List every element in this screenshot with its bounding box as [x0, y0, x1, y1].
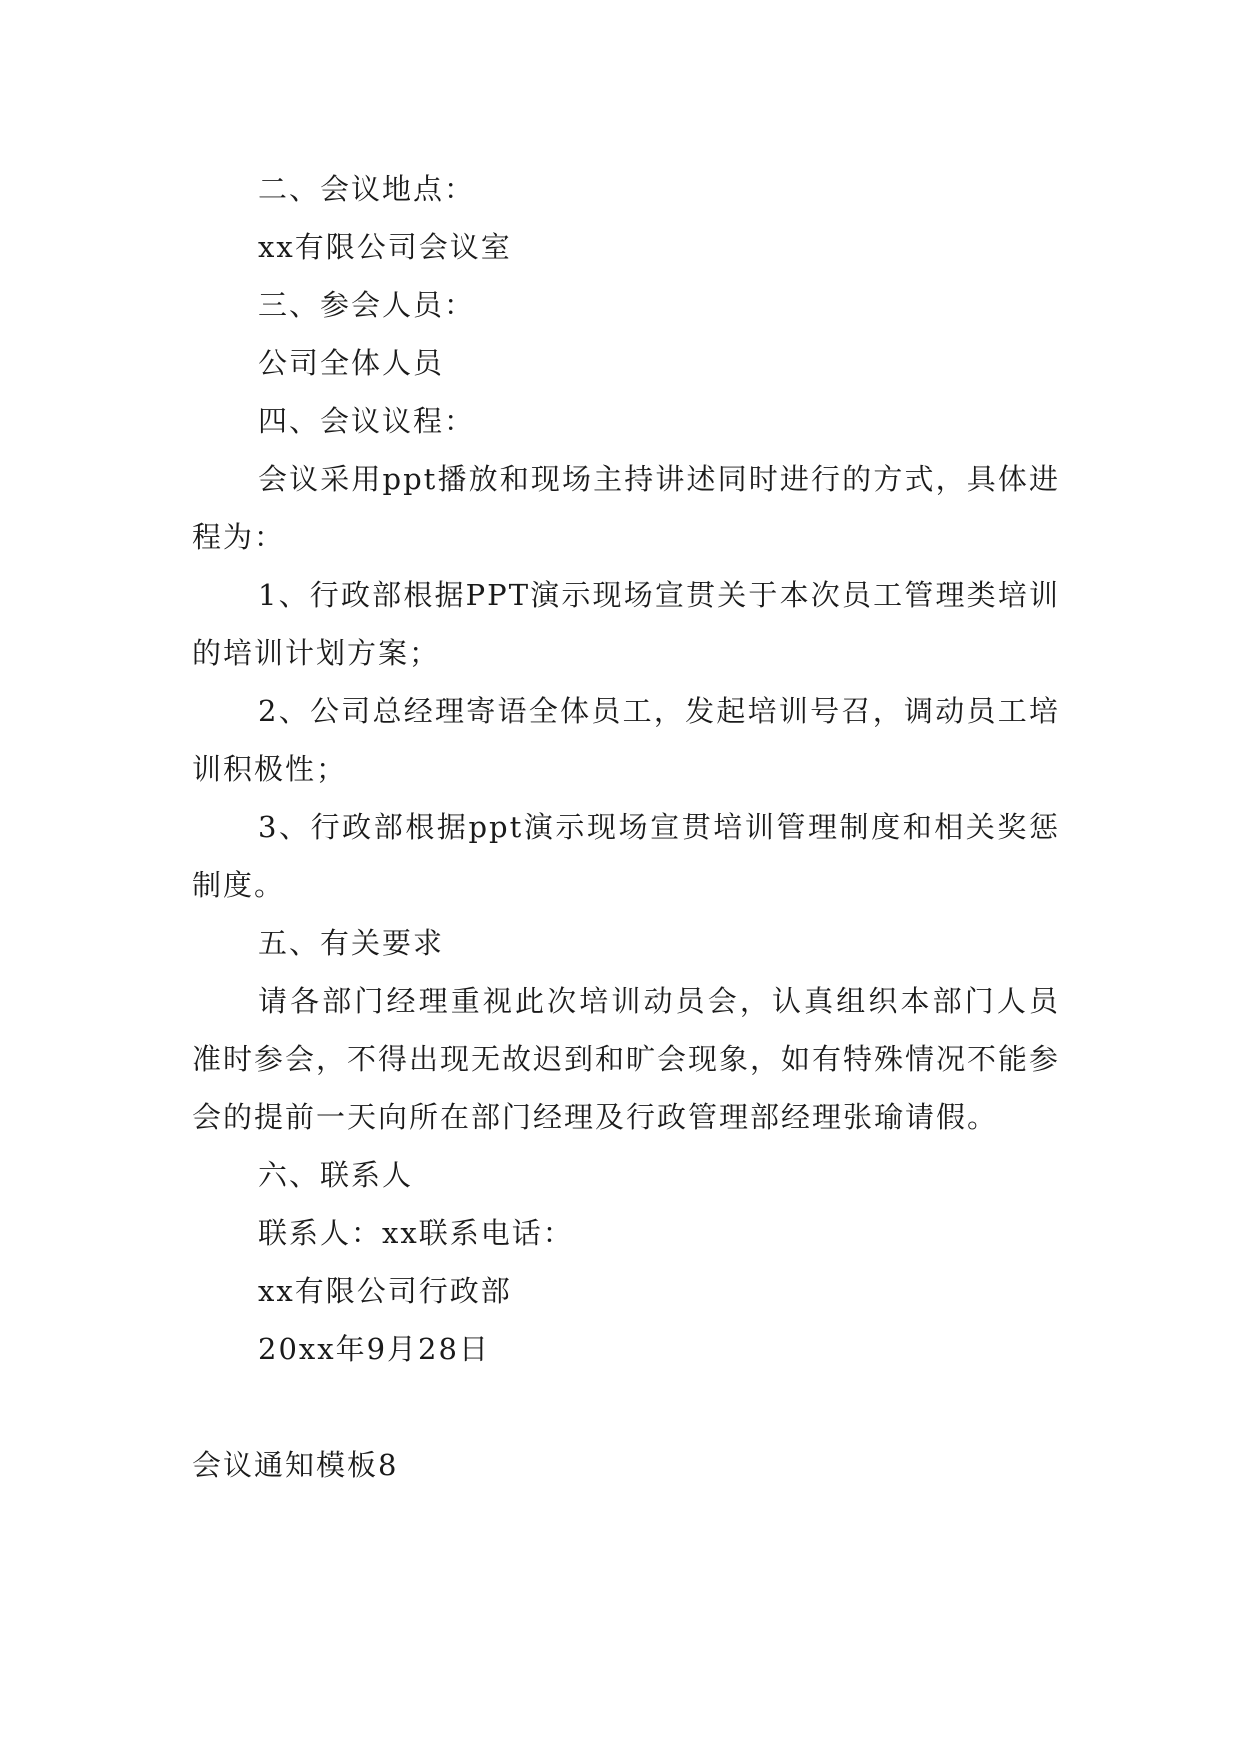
issue-date: 20xx年9月28日: [258, 1332, 490, 1366]
agenda-intro: 会议采用ppt播放和现场主持讲述同时进行的方式，具体进程为：: [192, 462, 1060, 554]
attendees-text: 公司全体人员: [258, 346, 445, 380]
agenda-item-2: 2、公司总经理寄语全体员工，发起培训号召，调动员工培训积极性；: [192, 694, 1060, 786]
section-heading-requirements: 五、有关要求: [258, 926, 445, 960]
agenda-item-1: 1、行政部根据PPT演示现场宣贯关于本次员工管理类培训的培训计划方案；: [192, 578, 1060, 670]
requirements-text: 请各部门经理重视此次培训动员会，认真组织本部门人员准时参会，不得出现无故迟到和旷会现象，如有特殊情况不能参会的提前一天向所在部门经理及行政管理部经理张瑜请假。: [192, 984, 1061, 1134]
contact-text: 联系人：xx联系电话：: [258, 1216, 574, 1250]
issuer-text: xx有限公司行政部: [258, 1274, 512, 1308]
section-heading-contact: 六、联系人: [258, 1158, 414, 1192]
next-section-title: 会议通知模板8: [192, 1448, 399, 1482]
section-heading-attendees: 三、参会人员：: [258, 288, 476, 322]
spacer: [192, 1378, 1060, 1436]
section-heading-location: 二、会议地点：: [258, 172, 476, 206]
location-text: xx有限公司会议室: [258, 230, 512, 264]
agenda-item-3: 3、行政部根据ppt演示现场宣贯培训管理制度和相关奖惩制度。: [192, 810, 1060, 902]
section-heading-agenda: 四、会议议程：: [258, 404, 476, 438]
document-body: [192, 160, 1060, 1494]
